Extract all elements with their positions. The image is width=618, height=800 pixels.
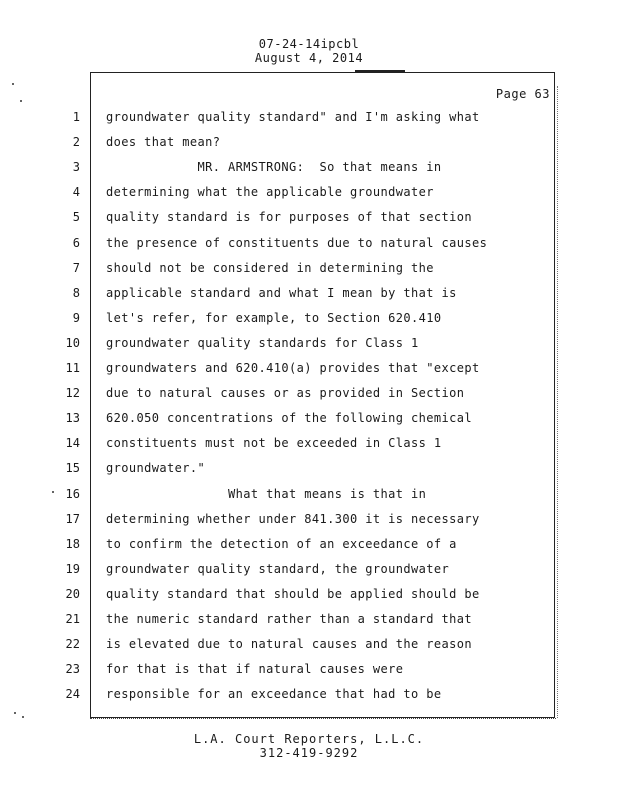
- line-text: should not be considered in determining the: [106, 260, 434, 275]
- line-text: the presence of constituents due to natural causes: [106, 235, 488, 250]
- line-text: is elevated due to natural causes and the reason: [106, 637, 472, 652]
- line-text: groundwater quality standard" and I'm asking what: [106, 110, 480, 124]
- transcript-line: [0, 160, 618, 180]
- transcript-line: [0, 487, 618, 507]
- line-number: 12: [65, 386, 80, 401]
- transcript-line: [0, 261, 618, 281]
- line-number: 23: [65, 662, 80, 677]
- header-case-id: 07-24-14ipcbl: [258, 37, 360, 51]
- transcript-line: [0, 461, 618, 481]
- transcript-line: [0, 336, 618, 356]
- transcript-line: [0, 361, 618, 381]
- line-number: 8: [72, 285, 80, 300]
- line-number: 15: [65, 461, 80, 476]
- line-number: 21: [65, 612, 80, 626]
- transcript-line: [0, 587, 618, 607]
- transcript-line: [0, 311, 618, 331]
- line-number: 22: [65, 637, 80, 652]
- line-text: determining whether under 841.300 it is necessary: [106, 511, 480, 526]
- line-number: 18: [65, 536, 80, 551]
- header-date: August 4, 2014: [254, 51, 364, 65]
- line-text: to confirm the detection of an exceedance of a: [106, 536, 457, 551]
- line-text: 620.050 concentrations of the following chemical: [106, 411, 472, 426]
- line-number: 9: [72, 310, 80, 325]
- line-number: 10: [65, 335, 80, 350]
- line-text: the numeric standard rather than a standard that: [106, 612, 472, 626]
- line-text: due to natural causes or as provided in Section: [106, 386, 465, 401]
- line-text: groundwater.": [106, 461, 206, 476]
- transcript-line: [0, 662, 618, 682]
- line-text: groundwater quality standard, the groundwater: [106, 561, 450, 576]
- footer-phone: 312-419-9292: [259, 746, 359, 760]
- transcript-line: [0, 512, 618, 532]
- line-number: 1: [72, 110, 80, 124]
- footer-reporter-name: L.A. Court Reporters, L.L.C.: [193, 732, 425, 746]
- line-text: MR. ARMSTRONG: So that means in: [106, 160, 442, 175]
- line-text: applicable standard and what I mean by that is: [106, 285, 457, 300]
- line-text: What that means is that in: [106, 486, 427, 501]
- line-number: 20: [65, 586, 80, 601]
- line-number: 4: [72, 185, 80, 200]
- transcript-line: [0, 537, 618, 557]
- transcript-line: [0, 612, 618, 632]
- scan-speck: [14, 712, 16, 714]
- transcript-line: [0, 110, 618, 130]
- transcript-line: [0, 135, 618, 155]
- line-number: 11: [65, 361, 80, 375]
- scan-speck: [12, 83, 14, 85]
- line-number: 5: [72, 210, 80, 225]
- line-number: 3: [72, 160, 80, 175]
- transcript-line: [0, 562, 618, 582]
- line-text: does that mean?: [106, 135, 221, 150]
- scan-speck: [22, 716, 24, 718]
- line-text: determining what the applicable groundwater: [106, 185, 434, 200]
- scan-speck: [52, 491, 54, 493]
- line-text: quality standard that should be applied should be: [106, 586, 480, 601]
- frame-bottom-edge: [90, 718, 556, 722]
- line-text: quality standard is for purposes of that section: [106, 210, 472, 225]
- line-number: 6: [72, 235, 80, 250]
- transcript-line: [0, 185, 618, 205]
- page-number-label: Page 63: [495, 87, 550, 101]
- line-number: 19: [65, 561, 80, 576]
- line-text: groundwater quality standards for Class 1: [106, 335, 419, 350]
- scan-speck: [20, 100, 22, 102]
- line-text: let's refer, for example, to Section 620.410: [106, 310, 442, 325]
- transcript-line: [0, 386, 618, 406]
- transcript-line: [0, 210, 618, 230]
- line-number: 13: [65, 411, 80, 426]
- line-number: 2: [72, 135, 80, 150]
- line-number: 14: [65, 436, 80, 451]
- transcript-line: [0, 236, 618, 256]
- line-text: responsible for an exceedance that had to be: [106, 687, 442, 702]
- line-number: 17: [65, 511, 80, 526]
- transcript-line: [0, 637, 618, 657]
- transcript-line: [0, 436, 618, 456]
- line-number: 7: [72, 260, 80, 275]
- line-number: 24: [65, 687, 80, 702]
- line-number: 16: [65, 486, 80, 501]
- transcript-line: [0, 411, 618, 431]
- line-text: constituents must not be exceeded in Class 1: [106, 436, 442, 451]
- transcript-line: [0, 687, 618, 707]
- line-text: groundwaters and 620.410(a) provides that "except: [106, 361, 480, 375]
- line-text: for that is that if natural causes were: [106, 662, 404, 677]
- transcript-line: [0, 286, 618, 306]
